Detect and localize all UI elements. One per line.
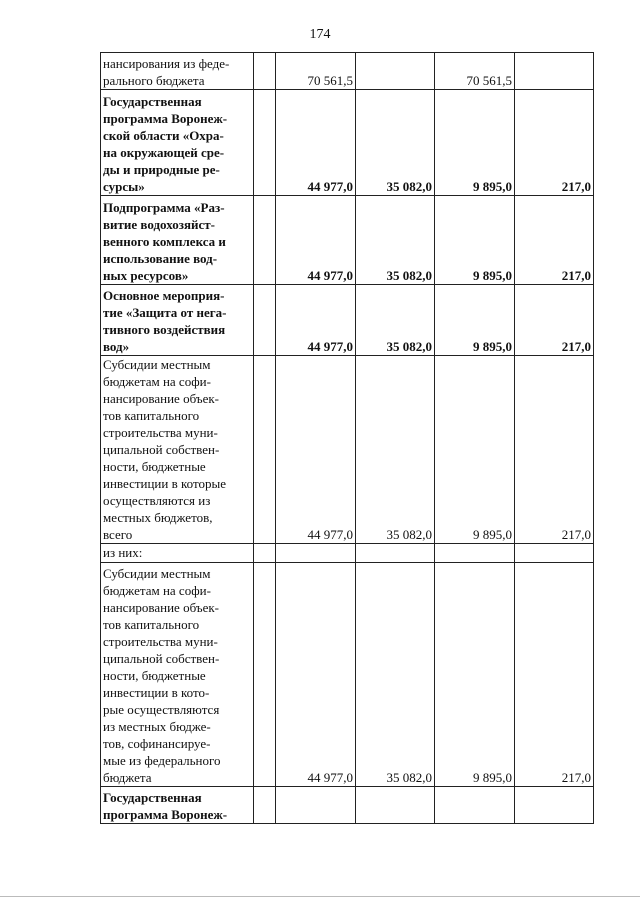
value-cell-col-5: 217,0	[515, 356, 594, 544]
value-cell-col-3	[356, 544, 435, 563]
value-cell-col-4	[435, 787, 515, 824]
value-cell-col-4: 9 895,0	[435, 90, 515, 196]
scan-edge-line	[0, 896, 640, 897]
value-cell-col-3	[356, 53, 435, 90]
table-row	[101, 90, 594, 196]
value-cell-col-5	[515, 53, 594, 90]
value-cell-col-5: 217,0	[515, 196, 594, 285]
value-cell-col-4: 9 895,0	[435, 563, 515, 787]
value-cell-col-2: 44 977,0	[276, 90, 356, 196]
row-label: нансирования из феде- рального бюджета	[101, 53, 254, 90]
value-cell-col-1	[254, 90, 276, 196]
row-label: Основное мероприя- тие «Защита от нега- тивного воздействия вод»	[101, 285, 254, 356]
budget-table	[100, 52, 594, 824]
value-cell-col-1	[254, 544, 276, 563]
value-cell-col-1	[254, 787, 276, 824]
table-row	[101, 787, 594, 824]
value-cell-col-2: 44 977,0	[276, 196, 356, 285]
value-cell-col-1	[254, 196, 276, 285]
value-cell-col-4: 9 895,0	[435, 356, 515, 544]
table-row	[101, 544, 594, 563]
value-cell-col-2: 44 977,0	[276, 356, 356, 544]
value-cell-col-5: 217,0	[515, 563, 594, 787]
row-label: Субсидии местным бюджетам на софи- нансирование объек- тов капитального строительства муни- ципальной собствен- ности, бюджетные инвестиции в кото- рые осуществляются из местных бюдже- тов, софинансируе- мые из федерального бюджета	[101, 563, 254, 787]
value-cell-col-5	[515, 544, 594, 563]
value-cell-col-3	[356, 787, 435, 824]
table-row	[101, 356, 594, 544]
value-cell-col-2: 44 977,0	[276, 285, 356, 356]
row-label: из них:	[101, 544, 254, 563]
value-cell-col-3: 35 082,0	[356, 196, 435, 285]
value-cell-col-4: 9 895,0	[435, 285, 515, 356]
value-cell-col-3: 35 082,0	[356, 285, 435, 356]
row-label: Подпрограмма «Раз- витие водохозяйст- венного комплекса и использование вод- ных ресурсов»	[101, 196, 254, 285]
row-label: Государственная программа Воронеж- ской области «Охра- на окружающей сре- ды и природные ре- сурсы»	[101, 90, 254, 196]
page-number: 174	[309, 27, 331, 42]
table-row	[101, 285, 594, 356]
value-cell-col-4	[435, 544, 515, 563]
row-label: Государственная программа Воронеж-	[101, 787, 254, 824]
value-cell-col-5	[515, 787, 594, 824]
value-cell-col-1	[254, 53, 276, 90]
table-row	[101, 196, 594, 285]
value-cell-col-2	[276, 787, 356, 824]
value-cell-col-4: 9 895,0	[435, 196, 515, 285]
value-cell-col-2: 44 977,0	[276, 563, 356, 787]
value-cell-col-1	[254, 563, 276, 787]
table-row	[101, 563, 594, 787]
value-cell-col-5: 217,0	[515, 90, 594, 196]
value-cell-col-1	[254, 285, 276, 356]
value-cell-col-2: 70 561,5	[276, 53, 356, 90]
value-cell-col-3: 35 082,0	[356, 563, 435, 787]
value-cell-col-2	[276, 544, 356, 563]
value-cell-col-5: 217,0	[515, 285, 594, 356]
value-cell-col-3: 35 082,0	[356, 356, 435, 544]
value-cell-col-3: 35 082,0	[356, 90, 435, 196]
table-row	[101, 53, 594, 90]
row-label: Субсидии местным бюджетам на софи- нансирование объек- тов капитального строительства муни- ципальной собствен- ности, бюджетные инвестиции в которые осуществляются из местных бюджетов, всего	[101, 356, 254, 544]
value-cell-col-4: 70 561,5	[435, 53, 515, 90]
value-cell-col-1	[254, 356, 276, 544]
